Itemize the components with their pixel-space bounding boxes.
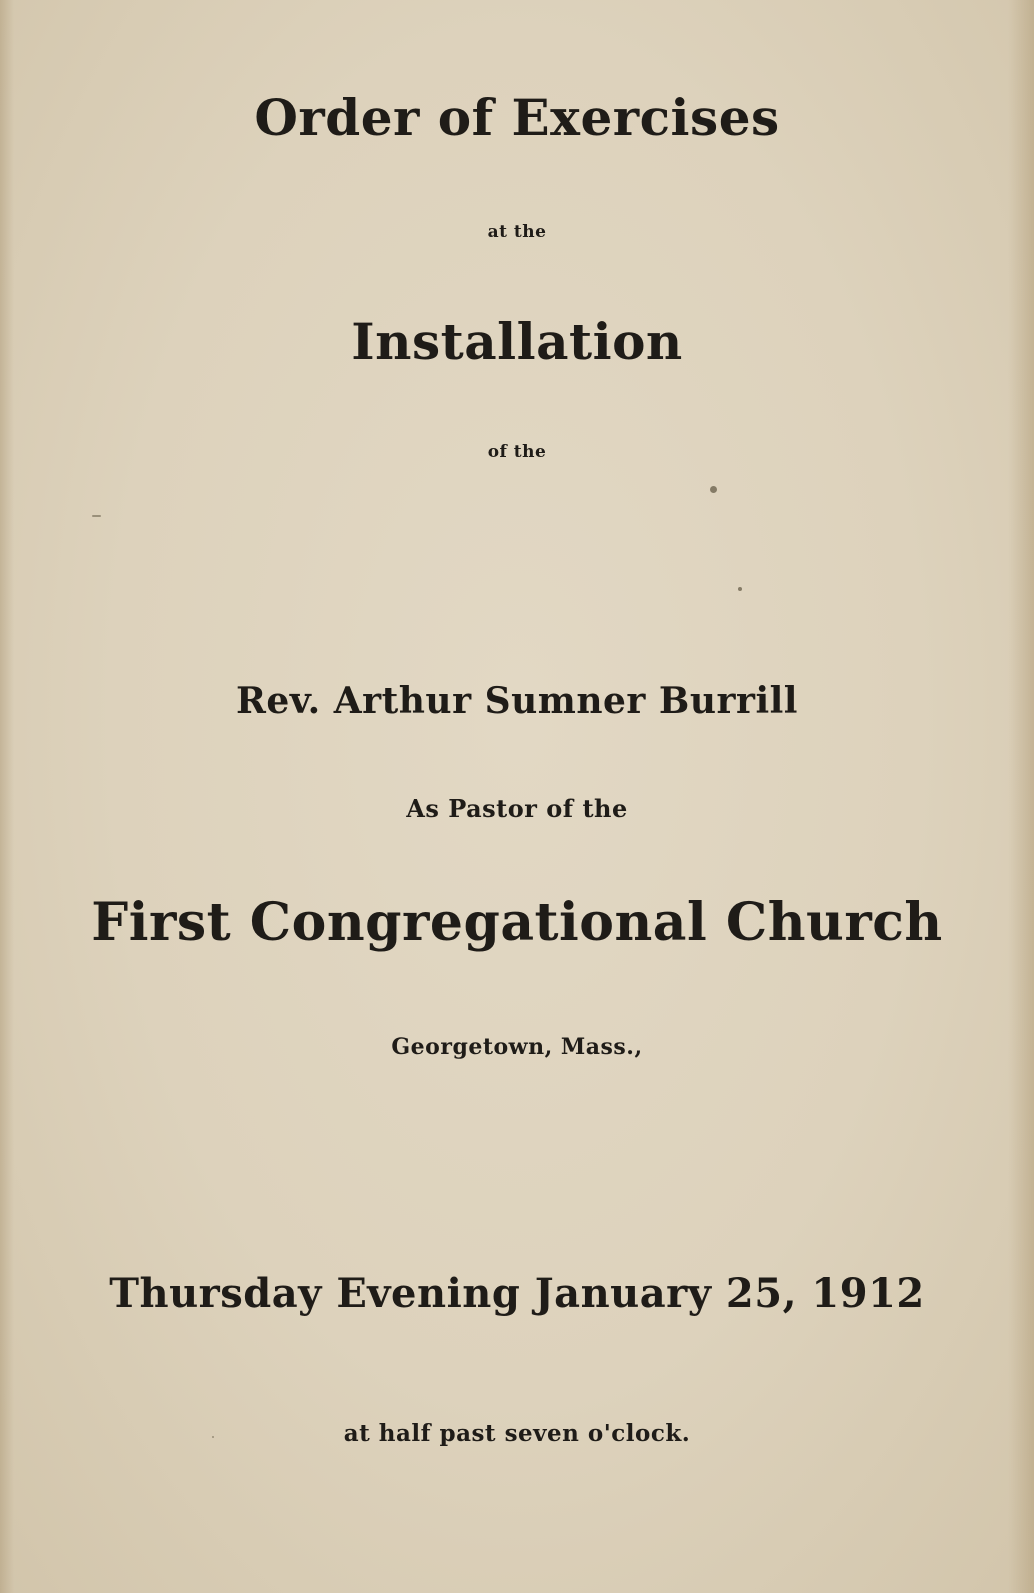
church-name: First Congregational Church <box>91 892 943 953</box>
event-heading: Installation <box>351 312 683 371</box>
location-line: Georgetown, Mass., <box>391 1034 643 1060</box>
paper-speck <box>92 515 101 517</box>
role-line: As Pastor of the <box>406 794 628 823</box>
connector-at-the: at the <box>487 222 547 242</box>
paper-speck <box>212 1436 214 1438</box>
paper-speck <box>738 587 742 591</box>
document-title: Order of Exercises <box>254 88 780 147</box>
event-date: Thursday Evening January 25, 1912 <box>109 1270 925 1317</box>
event-time: at half past seven o'clock. <box>343 1420 691 1447</box>
connector-of-the: of the <box>487 442 547 462</box>
pastor-name: Rev. Arthur Sumner Burrill <box>236 680 798 722</box>
paper-speck <box>710 486 717 493</box>
